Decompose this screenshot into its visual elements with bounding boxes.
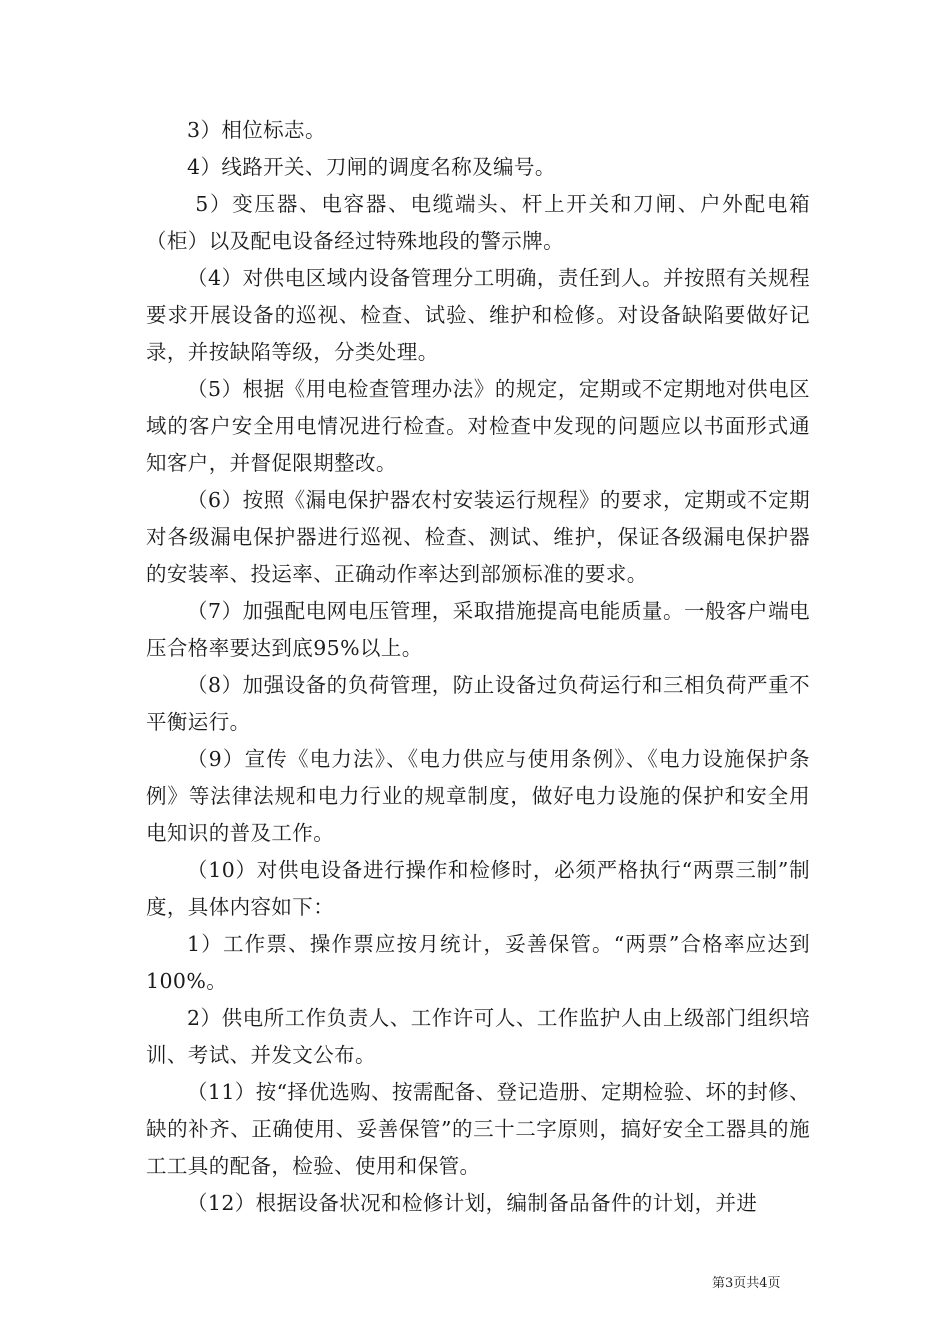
paragraph-section-4: （4）对供电区域内设备管理分工明确，责任到人。并按照有关规程要求开展设备的巡视、检查、试验、维护和检修。对设备缺陷要做好记录，并按缺陷等级，分类处理。 (146, 266, 810, 364)
paragraph-section-10: （10）对供电设备进行操作和检修时，必须严格执行“两票三制”制度，具体内容如下： (146, 858, 810, 919)
paragraph-item-3: 3）相位标志。 (187, 118, 326, 142)
document-body (146, 112, 810, 1222)
paragraph-section-11: （11）按“择优选购、按需配备、登记造册、定期检验、坏的封修、缺的补齐、正确使用、妥善保管”的三十二字原则，搞好安全工器具的施工工具的配备，检验、使用和保管。 (146, 1080, 810, 1178)
paragraph-item-5: 5）变压器、电容器、电缆端头、杆上开关和刀闸、户外配电箱（柜）以及配电设备经过特殊地段的警示牌。 (146, 192, 810, 253)
paragraph-section-7: （7）加强配电网电压管理，采取措施提高电能质量。一般客户端电压合格率要达到底95%以上。 (146, 599, 810, 660)
paragraph-sub-1: 1）工作票、操作票应按月统计，妥善保管。“两票”合格率应达到100%。 (146, 932, 810, 993)
paragraph-section-5: （5）根据《用电检查管理办法》的规定，定期或不定期地对供电区域的客户安全用电情况进行检查。对检查中发现的问题应以书面形式通知客户，并督促限期整改。 (146, 377, 810, 475)
paragraph-section-9: （9）宣传《电力法》、《电力供应与使用条例》、《电力设施保护条例》等法律法规和电力行业的规章制度，做好电力设施的保护和安全用电知识的普及工作。 (146, 747, 810, 845)
paragraph-section-6: （6）按照《漏电保护器农村安装运行规程》的要求，定期或不定期对各级漏电保护器进行巡视、检查、测试、维护，保证各级漏电保护器的安装率、投运率、正确动作率达到部颁标准的要求。 (146, 488, 810, 586)
paragraph-item-4: 4）线路开关、刀闸的调度名称及编号。 (187, 155, 556, 179)
paragraph-section-12: （12）根据设备状况和检修计划，编制备品备件的计划，并进 (187, 1191, 758, 1215)
paragraph-sub-2: 2）供电所工作负责人、工作许可人、工作监护人由上级部门组织培训、考试、并发文公布。 (146, 1006, 810, 1067)
page-number: 第3页共4页 (712, 1276, 781, 1291)
paragraph-section-8: （8）加强设备的负荷管理，防止设备过负荷运行和三相负荷严重不平衡运行。 (146, 673, 810, 734)
